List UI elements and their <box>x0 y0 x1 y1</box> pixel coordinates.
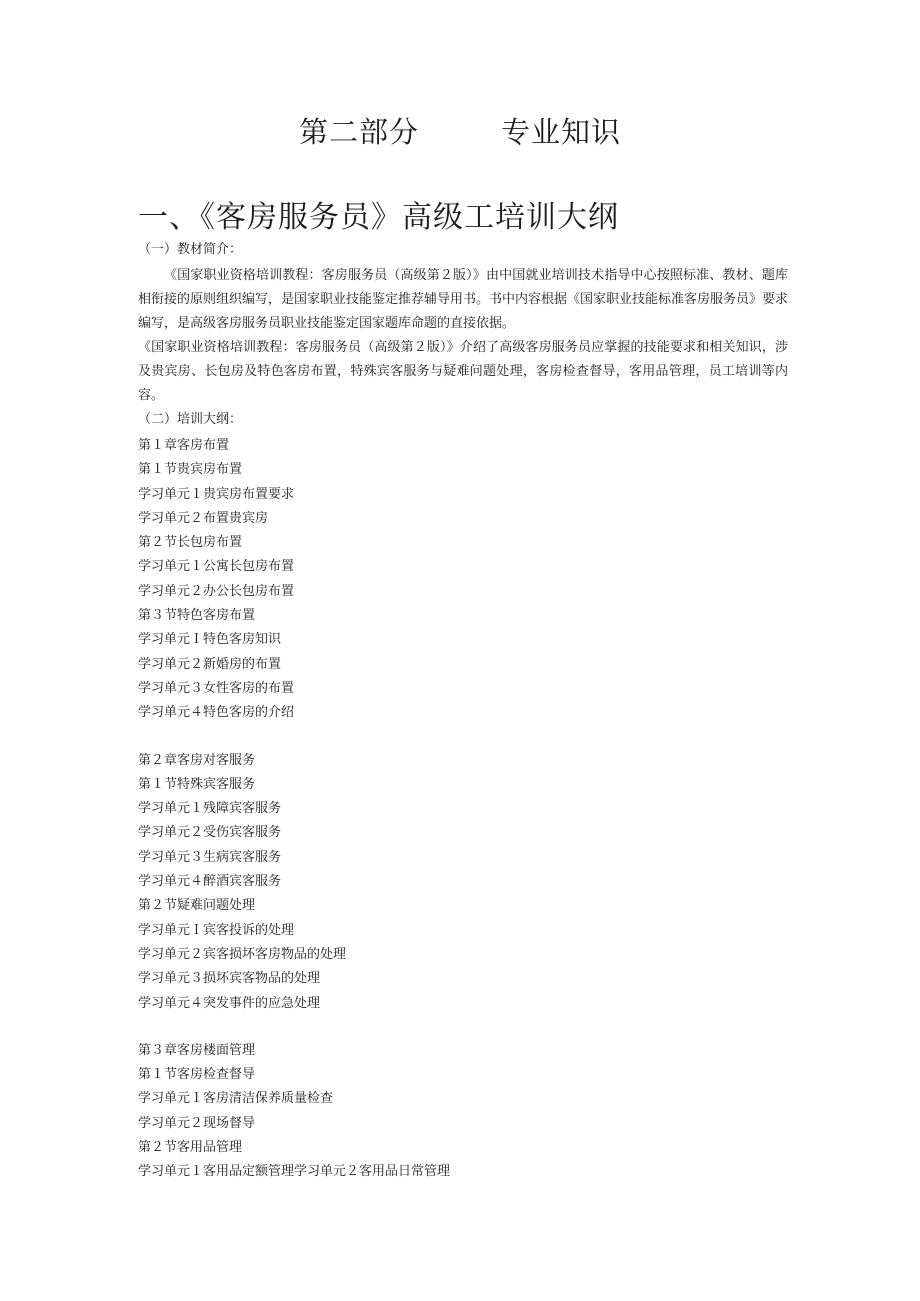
outline-unit: 学习单元１客用品定额管理学习单元２客用品日常管理 <box>138 1164 451 1180</box>
outline-section: 第３节特色客房布置 <box>138 608 256 624</box>
outline-unit: 学习单元１公寓长包房布置 <box>138 559 295 575</box>
outline-unit: 学习单元１贵宾房布置要求 <box>138 486 295 502</box>
outline-unit: 学习单元２布置贵宾房 <box>138 510 269 526</box>
outline-section: 第２节疑难问题处理 <box>138 898 256 914</box>
outline-unit: 学习单元４醉酒宾客服务 <box>138 874 282 890</box>
outline-unit: 学习单元２宾客损坏客房物品的处理 <box>138 946 347 962</box>
intro-heading: （一）教材简介： <box>138 242 243 257</box>
outline-unit: 学习单元４特色客房的介绍 <box>138 705 295 721</box>
outline-section: 第２节长包房布置 <box>138 535 243 551</box>
section-heading: 一、《客房服务员》高级工培训大纲 <box>138 200 619 235</box>
outline-unit: 学习单元１残障宾客服务 <box>138 801 282 817</box>
outline-unit: 学习单元３女性客房的布置 <box>138 680 295 696</box>
intro-paragraph-1: 《国家职业资格培训教程：客房服务员（高级第２版）》由中国就业培训技术指导中心按照标准、教材、题库相衔接的原则组织编写，是国家职业技能鉴定推荐辅导用书。书中内容根据《国家职业技能标准客房服务员》要求编写，是高级客房服务员职业技能鉴定国家题库命题的直接依据。 <box>138 268 789 331</box>
outline-unit: 学习单元２现场督导 <box>138 1115 256 1131</box>
outline-unit: 学习单元１客房清洁保养质量检查 <box>138 1091 334 1107</box>
outline-unit: 学习单元２新婚房的布置 <box>138 656 282 672</box>
outline-unit: 学习单元Ｉ特色客房知识 <box>138 632 282 648</box>
outline-unit: 学习单元３损坏宾客物品的处理 <box>138 971 321 987</box>
page-title <box>0 110 920 151</box>
intro-paragraph-2: 《国家职业资格培训教程：客房服务员（高级第２版）》介绍了高级客房服务员应掌握的技能要求和相关知识，涉及贵宾房、长包房及特色客房布置，特殊宾客服务与疑难问题处理，客房检查督导，客用品管理，员工培训等内容。 <box>138 340 788 403</box>
outline-chapter: 第１章客房布置 <box>138 438 230 453</box>
outline-chapter: 第２章客房对客服务 <box>138 752 256 768</box>
part-name: 专业知识 <box>501 115 622 149</box>
outline-unit: 学习单元３生病宾客服务 <box>138 849 282 865</box>
document-body <box>138 240 788 1185</box>
outline-section: 第１节客房检查督导 <box>138 1067 256 1083</box>
outline-section: 第２节客用品管理 <box>138 1140 243 1156</box>
outline-unit: 学习单元２办公长包房布置 <box>138 583 295 599</box>
outline-unit: 学习单元Ｉ宾客投诉的处理 <box>138 922 295 938</box>
outline-unit: 学习单元２受伤宾客服务 <box>138 825 282 841</box>
outline-section: 第１节特殊宾客服务 <box>138 776 256 792</box>
outline-unit: 学习单元４突发事件的应急处理 <box>138 995 321 1011</box>
outline-section: 第１节贵宾房布置 <box>138 462 243 478</box>
outline-list <box>138 434 788 1185</box>
outline-chapter: 第３章客房楼面管理 <box>138 1042 256 1058</box>
part-label: 第二部分 <box>298 115 419 149</box>
outline-heading: （二）培训大纲： <box>138 412 243 427</box>
